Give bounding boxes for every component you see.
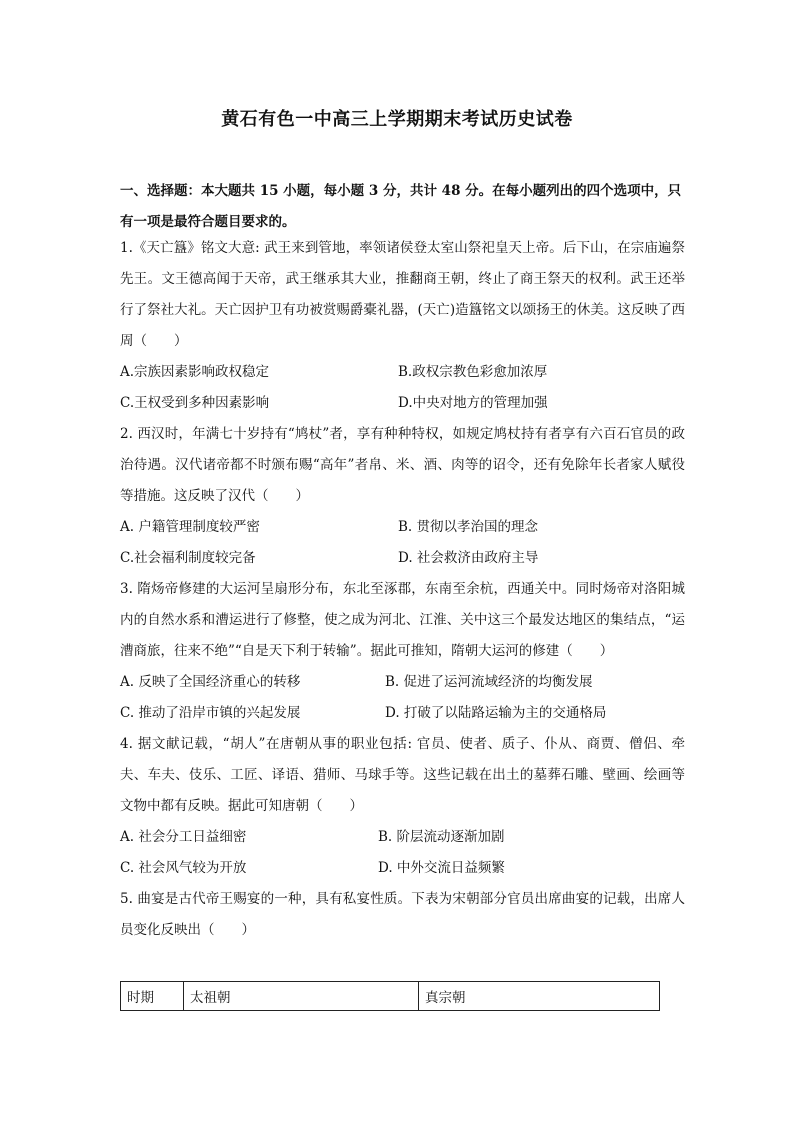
question-2-option-b: B. 贯彻以孝治国的理念 [398, 519, 539, 535]
question-5-stem: 5. 曲宴是古代帝王赐宴的一种，具有私宴性质。下表为宋朝部分官员出席曲宴的记载，出席人员变化反映出（ ） [120, 891, 685, 938]
question-2-option-a: A. 户籍管理制度较严密 [120, 519, 260, 535]
question-3-option-c: C. 推动了沿岸市镇的兴起发展 [120, 705, 301, 721]
question-1-option-c: C.王权受到多种因素影响 [120, 395, 270, 411]
table-row [121, 982, 660, 1011]
table-header-zhenzong: 真宗朝 [419, 982, 660, 1011]
question-3-option-d: D. 打破了以陆路运输为主的交通格局 [385, 705, 607, 721]
question-2-stem: 2. 西汉时，年满七十岁持有“鸠杖”者，享有种种特权，如规定鸠杖持有者享有六百石官员的政治待遇。汉代诸帝都不时颁布赐“高年”者帛、米、酒、肉等的诏令，还有免除年长者家人赋役等措施。这反映了汉代（ ） [120, 426, 685, 504]
question-1-option-a: A.宗族因素影响政权稳定 [120, 364, 270, 380]
question-4-option-c: C. 社会风气较为开放 [120, 860, 247, 876]
question-2-option-c: C.社会福利制度较完备 [120, 550, 256, 566]
question-3-option-a: A. 反映了全国经济重心的转移 [120, 674, 301, 690]
question-1-option-b: B.政权宗教色彩愈加浓厚 [398, 364, 548, 380]
question-2-options [120, 512, 685, 574]
question-1-options [120, 357, 685, 419]
question-4-option-a: A. 社会分工日益细密 [120, 829, 247, 845]
section-heading: 一、选择题：本大题共 15 小题，每小题 3 分，共计 48 分。在每小题列出的四个选项中，只有一项是最符合题目要求的。 [120, 183, 682, 230]
question-3-stem: 3. 隋炀帝修建的大运河呈扇形分布，东北至涿郡，东南至余杭，西通关中。同时炀帝对洛阳城内的自然水系和漕运进行了修整，使之成为河北、江淮、关中这三个最发达地区的集结点，“运漕商旅，往来不绝”“自是天下利于转输”。据此可推知，隋朝大运河的修建（ ） [120, 581, 685, 659]
question-5-table [120, 981, 660, 1011]
question-4-options [120, 822, 685, 884]
question-1-option-d: D.中央对地方的管理加强 [398, 395, 548, 411]
exam-title: 黄石有色一中高三上学期期末考试历史试卷 [221, 109, 573, 130]
table-header-taizu: 太祖朝 [184, 982, 419, 1011]
question-3-option-b: B. 促进了运河流域经济的均衡发展 [385, 674, 593, 690]
question-4-option-b: B. 阶层流动逐渐加剧 [378, 829, 505, 845]
question-2-option-d: D. 社会救济由政府主导 [398, 550, 539, 566]
question-3-options [120, 667, 685, 729]
question-1-stem: 1.《天亡簋》铭文大意: 武王来到管地，率领诸侯登太室山祭祀皇天上帝。后下山，在宗庙遍祭先王。文王德高闻于天帝，武王继承其大业，推翻商王朝，终止了商王祭天的权利。武王还举行了祭社大礼。天亡因护卫有功被赏赐爵橐礼器，(天亡)造簋铭文以颂扬王的休美。这反映了西周（ ） [120, 240, 685, 349]
table-header-period: 时期 [121, 982, 184, 1011]
questions-body [120, 233, 685, 946]
question-4-stem: 4. 据文献记载，“胡人”在唐朝从事的职业包括: 官员、使者、质子、仆从、商贾、僧侣、牵夫、车夫、伎乐、工匠、译语、猎师、马球手等。这些记载在出土的墓葬石雕、壁画、绘画等文物中都有反映。据此可知唐朝（ ） [120, 736, 685, 814]
question-4-option-d: D. 中外交流日益频繁 [378, 860, 505, 876]
